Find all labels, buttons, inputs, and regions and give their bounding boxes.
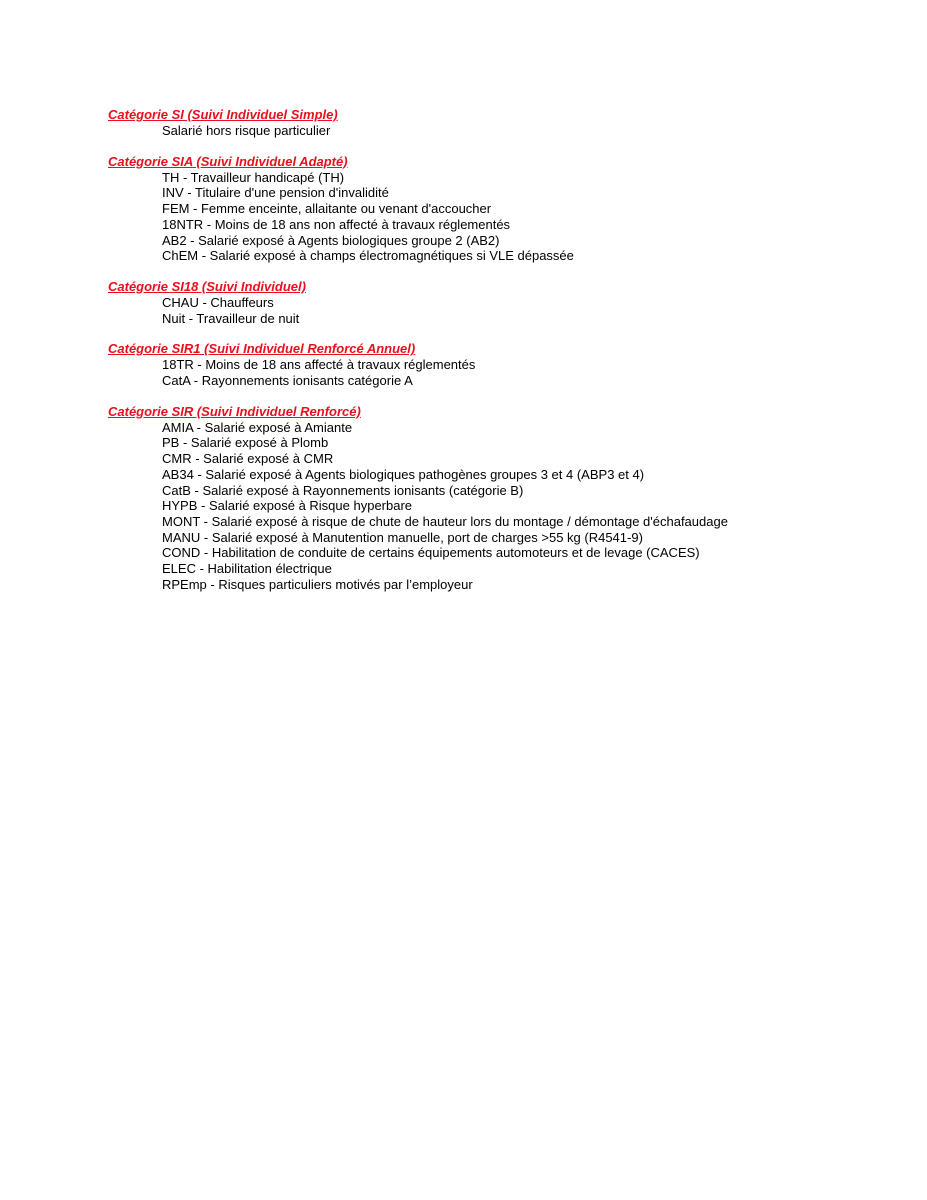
section-heading: Catégorie SIA (Suivi Individuel Adapté) [108, 153, 348, 169]
item-list [108, 170, 908, 264]
list-item: Salarié hors risque particulier [162, 123, 331, 138]
list-item: MANU - Salarié exposé à Manutention manuelle, port de charges >55 kg (R4541-9) [162, 529, 643, 545]
section-heading: Catégorie SI (Suivi Individuel Simple) [108, 107, 338, 122]
item-list [108, 123, 908, 139]
list-item: 18NTR - Moins de 18 ans non affecté à travaux réglementés [162, 216, 511, 232]
list-item: CatA - Rayonnements ionisants catégorie A [162, 373, 413, 389]
category-list [108, 107, 908, 607]
list-item: HYPB - Salarié exposé à Risque hyperbare [162, 498, 413, 514]
section-sir1 [108, 341, 908, 388]
section-si [108, 107, 908, 139]
section-sir [108, 404, 908, 593]
section-heading: Catégorie SI18 (Suivi Individuel) [108, 278, 306, 294]
list-item: AB34 - Salarié exposé à Agents biologiques pathogènes groupes 3 et 4 (ABP3 et 4) [162, 466, 645, 482]
list-item: RPEmp - Risques particuliers motivés par l’employeur [162, 576, 473, 592]
list-item: CatB - Salarié exposé à Rayonnements ionisants (catégorie B) [162, 482, 524, 498]
section-heading: Catégorie SIR (Suivi Individuel Renforcé) [108, 403, 361, 419]
section-heading: Catégorie SIR1 (Suivi Individuel Renforcé Annuel) [108, 341, 416, 357]
list-item: AB2 - Salarié exposé à Agents biologiques groupe 2 (AB2) [162, 232, 500, 248]
list-item: AMIA - Salarié exposé à Amiante [162, 419, 353, 435]
list-item: CHAU - Chauffeurs [162, 294, 274, 310]
list-item: CMR - Salarié exposé à CMR [162, 451, 334, 467]
list-item: COND - Habilitation de conduite de certains équipements automoteurs et de levage (CACES) [162, 545, 700, 561]
list-item: ELEC - Habilitation électrique [162, 561, 332, 577]
list-item: TH - Travailleur handicapé (TH) [162, 169, 345, 185]
section-si18 [108, 279, 908, 326]
list-item: PB - Salarié exposé à Plomb [162, 435, 329, 451]
item-list [108, 295, 908, 326]
list-item: Nuit - Travailleur de nuit [162, 310, 300, 326]
section-sia [108, 154, 908, 264]
item-list [108, 420, 908, 593]
item-list [108, 357, 908, 388]
list-item: INV - Titulaire d'une pension d'invalidité [162, 185, 389, 201]
list-item: MONT - Salarié exposé à risque de chute de hauteur lors du montage / démontage d'échafaudage [162, 513, 728, 529]
list-item: ChEM - Salarié exposé à champs électromagnétiques si VLE dépassée [162, 248, 574, 264]
list-item: FEM - Femme enceinte, allaitante ou venant d'accoucher [162, 201, 492, 217]
list-item: 18TR - Moins de 18 ans affecté à travaux réglementés [162, 357, 476, 373]
